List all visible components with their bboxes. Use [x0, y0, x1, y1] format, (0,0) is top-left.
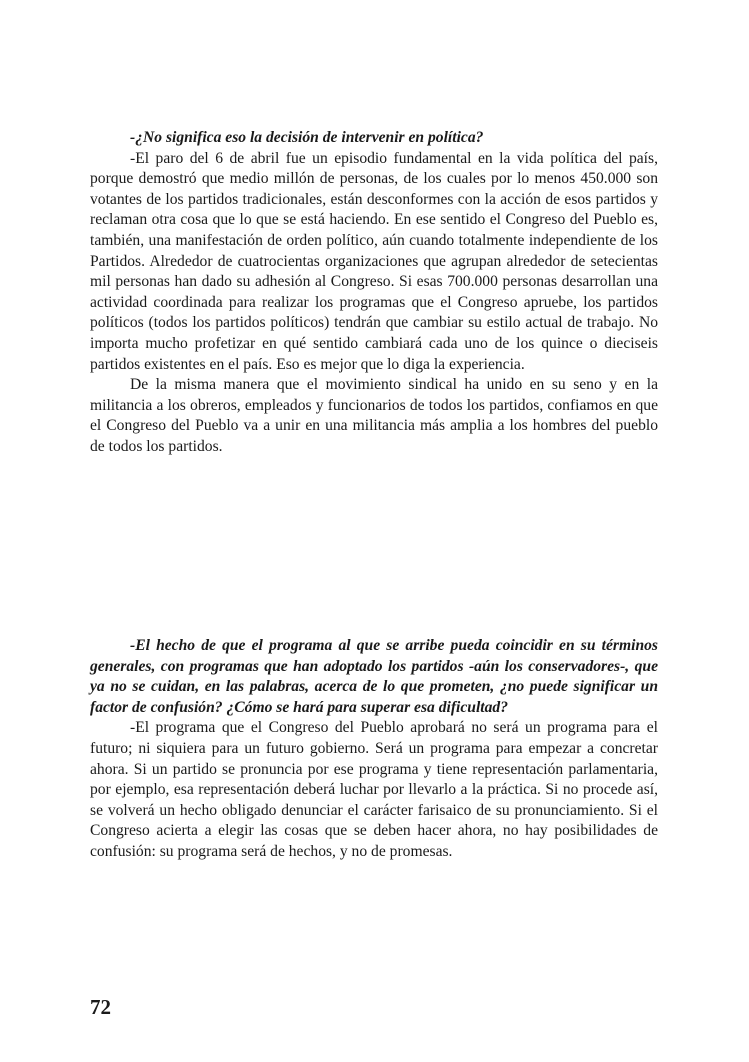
question-1: -¿No significa eso la decisión de intervenir en política?: [130, 129, 484, 146]
section-1: [90, 128, 658, 458]
answer-2-paragraph-1: -El programa que el Congreso del Pueblo aprobará no será un programa para el futuro; ni siquiera para un futuro gobierno. Será un programa para empezar a concretar ahora. Si un partido se pronuncia por ese programa y tiene representación parlamentaria, por ejemplo, esa representación deberá luchar por llevarlo a la práctica. Si no procede así, se volverá un hecho obligado denunciar el carácter farisaico de su pronunciamiento. Si el Congreso acierta a elegir las cosas que se deben hacer ahora, no hay posibilidades de confusión: su programa será de hechos, y no de promesas.: [90, 719, 658, 860]
question-2: -El hecho de que el programa al que se arribe pueda coincidir en su términos generales, con programas que han adoptado los partidos -aún los conservadores-, que ya no se cuidan, en las palabras, acerca de lo que prometen, ¿no puede significar un factor de confusión? ¿Cómo se hará para superar esa dificultad?: [90, 637, 658, 716]
answer-1-paragraph-1: -El paro del 6 de abril fue un episodio fundamental en la vida política del país, porque demostró que medio millón de personas, de los cuales por lo menos 450.000 son votantes de los partidos tradicionales, están desconformes con la acción de esos partidos y reclaman otra cosa que lo que se está haciendo. En ese sentido el Congreso del Pueblo es, también, una manifestación de orden político, aún cuando totalmente independiente de los Partidos. Alrededor de cuatrocientas organizaciones que agrupan alrededor de setecientas mil personas han dado su adhesión al Congreso. Si esas 700.000 personas desarrollan una actividad coordinada para realizar los programas que el Congreso apruebe, los partidos políticos (todos los partidos políticos) tendrán que cambiar su estilo actual de trabajo. No importa mucho profetizar en qué sentido cambiará cada uno de los quince o dieciseis partidos existentes en el país. Eso es mejor que lo diga la experiencia.: [90, 149, 658, 373]
page-number: 72: [90, 995, 111, 1019]
section-2: [90, 636, 658, 863]
answer-1-paragraph-2: De la misma manera que el movimiento sindical ha unido en su seno y en la militancia a los obreros, empleados y funcionarios de todos los partidos, confiamos en que el Congreso del Pueblo va a unir en una militancia más amplia a los hombres del pueblo de todos los partidos.: [90, 376, 658, 455]
